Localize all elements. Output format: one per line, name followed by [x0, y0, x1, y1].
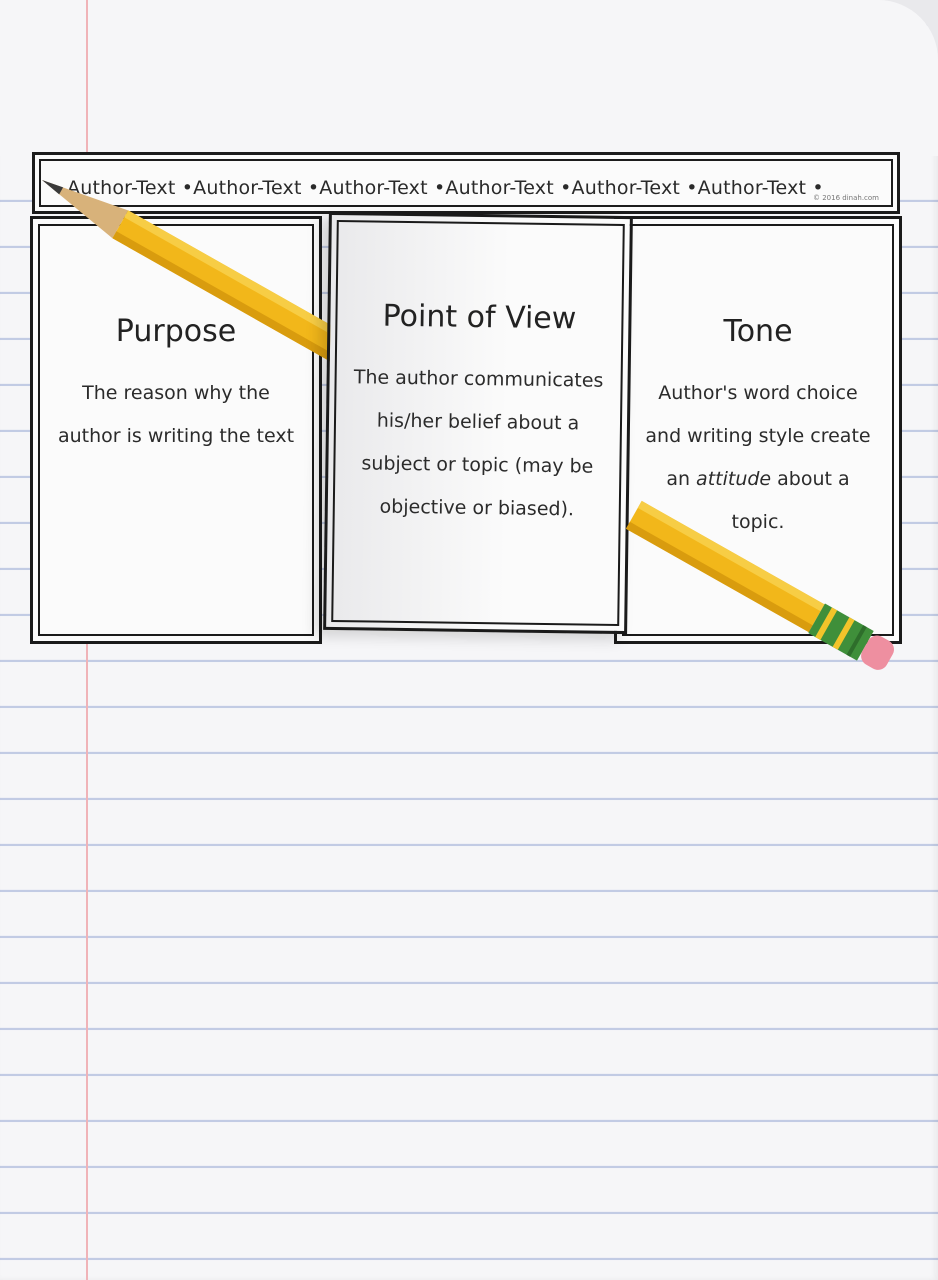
- tone-body-emphasis: attitude: [696, 468, 772, 490]
- tone-body-end: about a topic.: [731, 468, 850, 533]
- point-of-view-title: Point of View: [382, 298, 577, 337]
- pencil-body-front: [626, 501, 825, 632]
- purpose-title: Purpose: [115, 314, 237, 349]
- copyright-credit: © 2016 dinah.com: [813, 194, 879, 202]
- tone-body-start: Author's word choice and writing style create an: [645, 382, 871, 490]
- purpose-body: The reason why the author is writing the text: [57, 382, 295, 447]
- tone-title: Tone: [723, 314, 793, 349]
- point-of-view-body: The author communicates his/her belief about a subject or topic (may be objective or biased).: [353, 366, 604, 521]
- strip-label: Author-Text •Author-Text •Author-Text •Author-Text •Author-Text •Author-Text •: [67, 177, 824, 199]
